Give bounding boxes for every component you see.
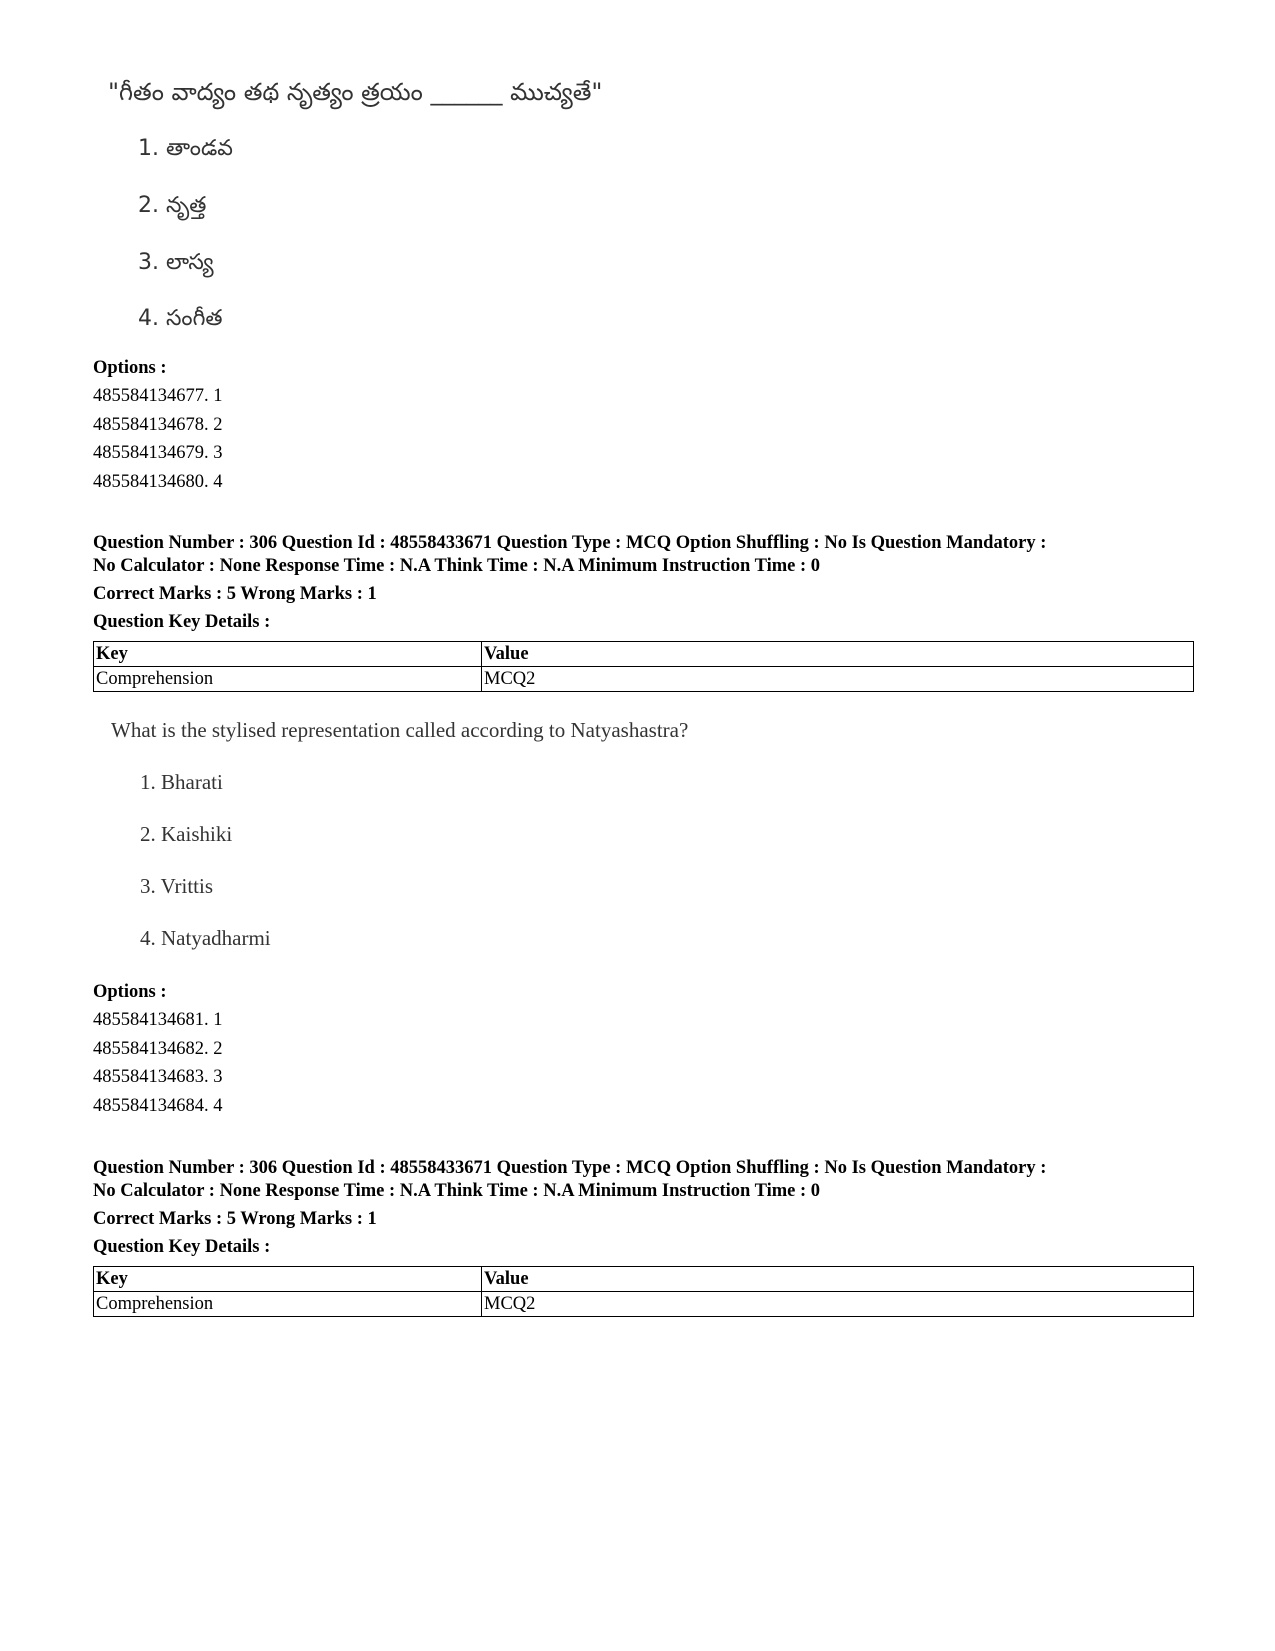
question-choice: 4. సంగీత bbox=[138, 306, 223, 331]
question-stem: "గీతం వాద్యం తథ నృత్యం త్రయం ______ ముచ్యతే" bbox=[108, 78, 603, 106]
cell-key: Comprehension bbox=[94, 1292, 482, 1317]
options-label: Options : bbox=[93, 982, 167, 1002]
meta-line-2: No Calculator : None Response Time : N.A Think Time : N.A Minimum Instruction Time : 0 bbox=[93, 1181, 821, 1201]
table-header-row bbox=[94, 642, 1194, 667]
cell-value: MCQ2 bbox=[482, 1292, 1194, 1317]
header-key: Key bbox=[94, 642, 482, 667]
key-table bbox=[93, 641, 1194, 692]
key-table bbox=[93, 1266, 1194, 1317]
options-block bbox=[93, 978, 223, 1120]
option-line: 485584134680. 4 bbox=[93, 471, 223, 492]
question-stem: What is the stylised representation called according to Natyashastra? bbox=[111, 718, 689, 742]
question-choice: 2. నృత్త bbox=[138, 193, 207, 218]
table-row bbox=[94, 1292, 1194, 1317]
question-meta bbox=[93, 532, 1213, 634]
question-choice: 2. Kaishiki bbox=[140, 822, 233, 846]
key-details-label: Question Key Details : bbox=[93, 612, 271, 632]
header-value: Value bbox=[482, 1267, 1194, 1292]
option-line: 485584134682. 2 bbox=[93, 1038, 223, 1059]
header-key: Key bbox=[94, 1267, 482, 1292]
option-line: 485584134681. 1 bbox=[93, 1010, 223, 1030]
question-choice: 3. Vrittis bbox=[140, 874, 214, 898]
cell-key: Comprehension bbox=[94, 667, 482, 692]
question-choice: 1. తాండవ bbox=[138, 136, 233, 161]
option-line: 485584134679. 3 bbox=[93, 443, 223, 463]
question-image-english bbox=[0, 700, 1275, 950]
marks-line: Correct Marks : 5 Wrong Marks : 1 bbox=[93, 1209, 377, 1229]
meta-line-1: Question Number : 306 Question Id : 48558433671 Question Type : MCQ Option Shuffling : No Is Question Mandatory : bbox=[93, 533, 1047, 553]
table-row bbox=[94, 667, 1194, 692]
options-block bbox=[93, 354, 223, 496]
option-line: 485584134677. 1 bbox=[93, 386, 223, 406]
option-line: 485584134683. 3 bbox=[93, 1067, 223, 1087]
key-details-label: Question Key Details : bbox=[93, 1237, 271, 1257]
question-choice: 1. Bharati bbox=[140, 770, 223, 794]
question-choice: 4. Natyadharmi bbox=[140, 926, 271, 950]
cell-value: MCQ2 bbox=[482, 667, 1194, 692]
marks-line: Correct Marks : 5 Wrong Marks : 1 bbox=[93, 584, 377, 604]
header-value: Value bbox=[482, 642, 1194, 667]
meta-line-1: Question Number : 306 Question Id : 48558433671 Question Type : MCQ Option Shuffling : No Is Question Mandatory : bbox=[93, 1158, 1047, 1178]
option-line: 485584134684. 4 bbox=[93, 1095, 223, 1116]
table-header-row bbox=[94, 1267, 1194, 1292]
options-label: Options : bbox=[93, 358, 167, 378]
question-meta bbox=[93, 1157, 1213, 1259]
question-image-telugu bbox=[0, 0, 1275, 340]
option-line: 485584134678. 2 bbox=[93, 414, 223, 435]
question-choice: 3. లాస్య bbox=[138, 250, 214, 275]
meta-line-2: No Calculator : None Response Time : N.A Think Time : N.A Minimum Instruction Time : 0 bbox=[93, 556, 821, 576]
